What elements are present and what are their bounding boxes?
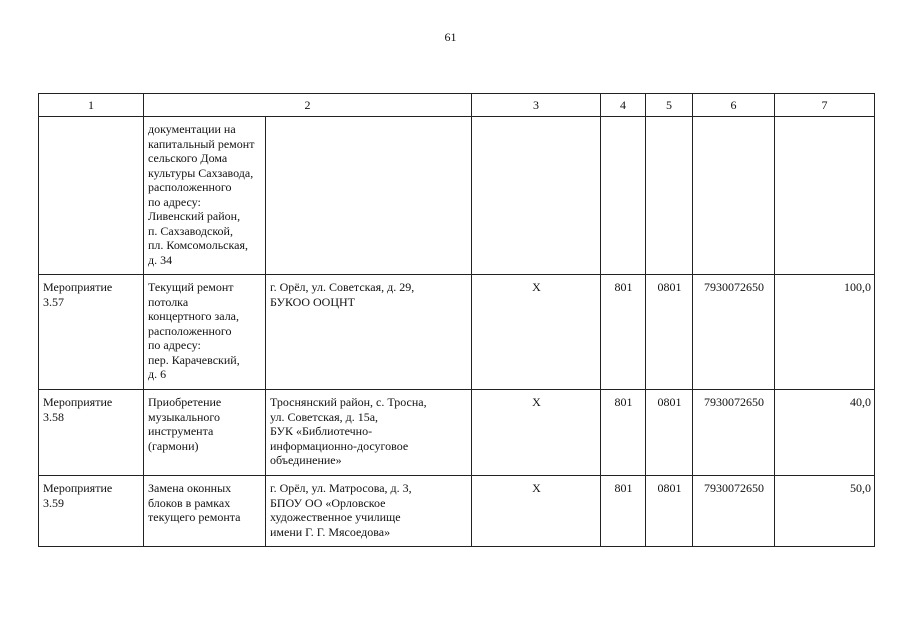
col5-cell: 0801 xyxy=(646,275,693,390)
header-cell-6: 6 xyxy=(693,94,775,117)
location-cell xyxy=(266,117,472,275)
event-cell: Мероприятие 3.58 xyxy=(39,390,144,476)
header-cell-4: 4 xyxy=(601,94,646,117)
amount-cell xyxy=(775,117,875,275)
location-cell: г. Орёл, ул. Советская, д. 29, БУКОО ООЦНТ xyxy=(266,275,472,390)
col5-cell xyxy=(646,117,693,275)
table-row xyxy=(39,390,875,476)
budget-table xyxy=(38,93,875,547)
col6-cell: 7930072650 xyxy=(693,275,775,390)
event-cell: Мероприятие 3.57 xyxy=(39,275,144,390)
description-cell: Замена оконных блоков в рамках текущего ремонта xyxy=(144,476,266,547)
col4-cell: 801 xyxy=(601,476,646,547)
table-row xyxy=(39,275,875,390)
col5-cell: 0801 xyxy=(646,390,693,476)
header-cell-3: 3 xyxy=(472,94,601,117)
event-cell xyxy=(39,117,144,275)
location-cell: Троснянский район, с. Тросна, ул. Советская, д. 15а, БУК «Библиотечно- информационно-досуговое объединение» xyxy=(266,390,472,476)
location-cell: г. Орёл, ул. Матросова, д. 3, БПОУ ОО «Орловское художественное училище имени Г. Г. Мясоедова» xyxy=(266,476,472,547)
col4-cell: 801 xyxy=(601,390,646,476)
table-header-row xyxy=(39,94,875,117)
table-row xyxy=(39,117,875,275)
table-row xyxy=(39,476,875,547)
col3-cell: Х xyxy=(472,390,601,476)
page-number: 61 xyxy=(444,30,457,44)
col3-cell: Х xyxy=(472,275,601,390)
col4-cell xyxy=(601,117,646,275)
header-cell-5: 5 xyxy=(646,94,693,117)
col3-cell xyxy=(472,117,601,275)
header-cell-2: 2 xyxy=(144,94,472,117)
col5-cell: 0801 xyxy=(646,476,693,547)
col6-cell xyxy=(693,117,775,275)
amount-cell: 50,0 xyxy=(775,476,875,547)
amount-cell: 100,0 xyxy=(775,275,875,390)
event-cell: Мероприятие 3.59 xyxy=(39,476,144,547)
description-cell: Текущий ремонт потолка концертного зала, расположенного по адресу: пер. Карачевский, д. 6 xyxy=(144,275,266,390)
amount-cell: 40,0 xyxy=(775,390,875,476)
header-cell-7: 7 xyxy=(775,94,875,117)
col6-cell: 7930072650 xyxy=(693,390,775,476)
header-cell-1: 1 xyxy=(39,94,144,117)
description-cell: документации на капитальный ремонт сельского Дома культуры Сахзавода, расположенного по адресу: Ливенский район, п. Сахзаводской, пл. Комсомольская, д. 34 xyxy=(144,117,266,275)
col6-cell: 7930072650 xyxy=(693,476,775,547)
col3-cell: Х xyxy=(472,476,601,547)
description-cell: Приобретение музыкального инструмента (гармони) xyxy=(144,390,266,476)
col4-cell: 801 xyxy=(601,275,646,390)
